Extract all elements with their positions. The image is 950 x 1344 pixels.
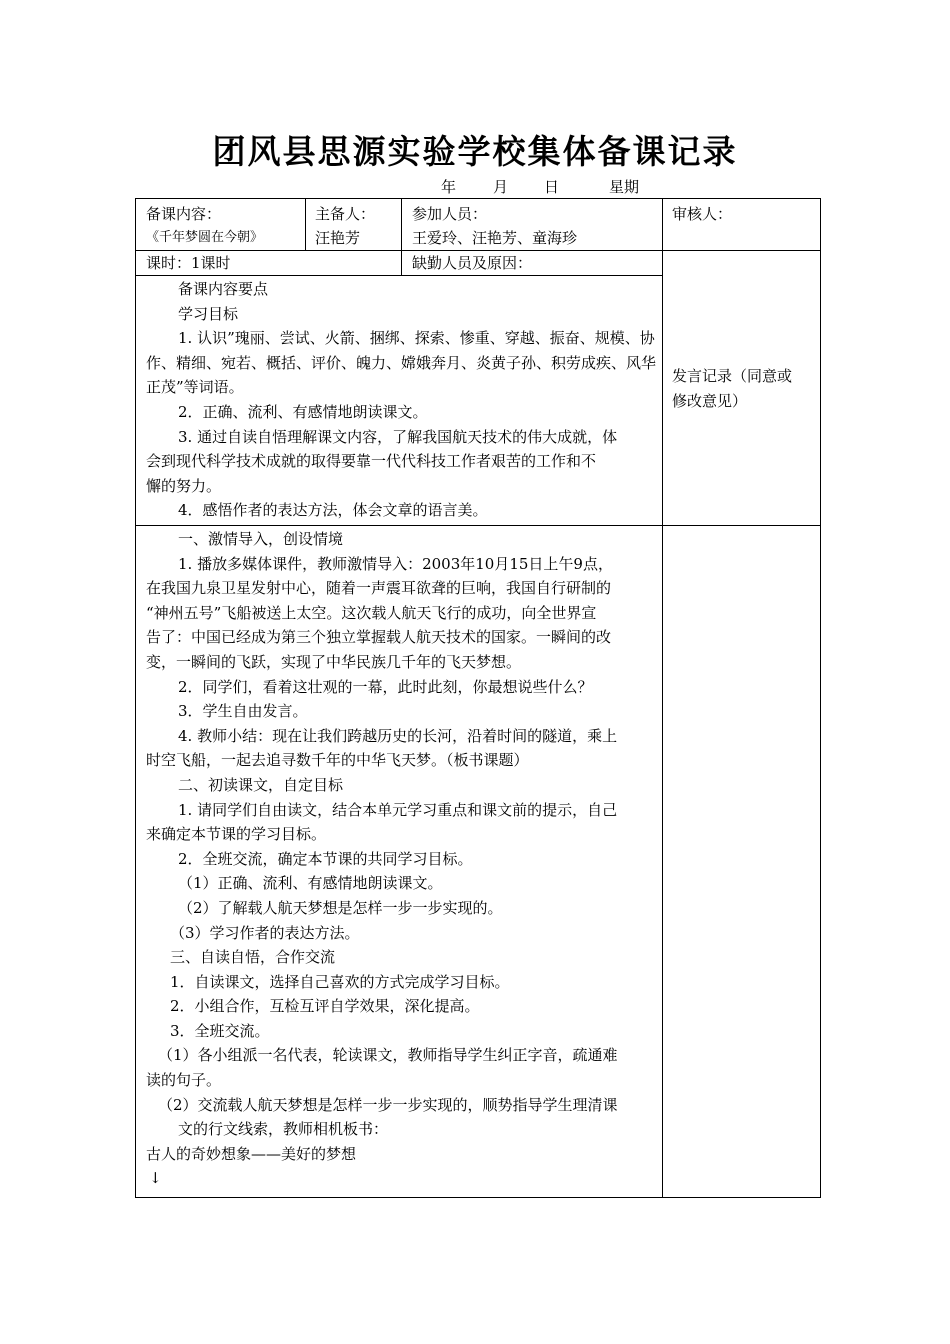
process-line: “神州五号”飞船被送上太空。这次载人航天飞行的成功，向全世界宣 — [146, 603, 597, 622]
process-line: 1. 播放多媒体课件，教师激情导入：2003年10月15日上午9点， — [178, 554, 613, 573]
reviewer-label: 审核人： — [672, 205, 733, 223]
process-line: 变，一瞬间的飞跃，实现了中华民族几千年的飞天梦想。 — [146, 652, 522, 671]
process-line: 3．全班交流。 — [170, 1021, 270, 1040]
section-heading: 三、自读自悟，合作交流 — [170, 948, 336, 967]
date-day: 日 — [544, 178, 560, 196]
process-line: 文的行文线索，教师相机板书： — [178, 1120, 389, 1139]
row-divider — [136, 525, 821, 526]
process-line: 1. 请同学们自由读文，结合本单元学习重点和课文前的提示，自己 — [178, 800, 618, 819]
content-label: 备课内容： — [146, 205, 222, 223]
date-month: 月 — [493, 178, 509, 196]
process-line: 来确定本节课的学习目标。 — [146, 825, 327, 844]
goal-line: 正茂”等词语。 — [146, 378, 244, 397]
class-hours: 课时：1课时 — [146, 254, 231, 272]
lesson-plan-table — [135, 198, 821, 1198]
lead-teacher-value: 汪艳芳 — [315, 229, 361, 247]
date-weekday: 星期 — [609, 178, 640, 196]
participants-label: 参加人员： — [412, 205, 488, 223]
content-value: 《千年梦圆在今朝》 — [146, 230, 264, 245]
date-year: 年 — [441, 178, 457, 196]
process-line: （1）正确、流利、有感情地朗读课文。 — [178, 874, 443, 893]
goal-line: 懈的努力。 — [146, 476, 222, 495]
teaching-process — [146, 527, 656, 1191]
process-line: （2）交流载人航天梦想是怎样一步一步实现的，顺势指导学生理清课 — [158, 1095, 618, 1114]
process-line: （3）学习作者的表达方法。 — [170, 923, 360, 942]
remarks-line: 修改意见） — [672, 391, 748, 410]
row-divider — [663, 250, 821, 251]
process-line: 在我国九泉卫星发射中心，随着一声震耳欲聋的巨响，我国自行研制的 — [146, 579, 612, 598]
col-divider — [305, 199, 306, 250]
goal-line: 2．正确、流利、有感情地朗读课文。 — [178, 402, 428, 421]
process-line: （1）各小组派一名代表，轮读课文，教师指导学生纠正字音，疏通难 — [158, 1046, 618, 1065]
goal-line: 3. 通过自读自悟理解课文内容，了解我国航天技术的伟大成就，体 — [178, 427, 618, 446]
goal-line: 会到现代科学技术成就的取得要靠一代代科技工作者艰苦的工作和不 — [146, 452, 597, 471]
process-line: 4. 教师小结：现在让我们跨越历史的长河，沿着时间的隧道，乘上 — [178, 726, 618, 745]
process-line: 2．小组合作，互检互评自学效果，深化提高。 — [170, 997, 480, 1016]
process-line: 读的句子。 — [146, 1071, 222, 1090]
section-heading: 学习目标 — [178, 304, 239, 323]
goal-line: 作、精细、宛若、概括、评价、魄力、嫦娥奔月、炎黄子孙、积劳成疾、风华 — [146, 353, 657, 372]
section-heading: 备课内容要点 — [178, 280, 269, 298]
goal-line: 4．感悟作者的表达方法，体会文章的语言美。 — [178, 501, 488, 520]
process-line: 2．全班交流，确定本节课的共同学习目标。 — [178, 849, 473, 868]
remarks-line: 发言记录（同意或 — [672, 367, 793, 385]
absent-label: 缺勤人员及原因： — [412, 254, 533, 272]
process-line: 时空飞船，一起去追寻数千年的中华飞天梦。（板书课题） — [146, 751, 529, 770]
participants-value: 王爱玲、汪艳芳、童海珍 — [412, 229, 578, 247]
lead-teacher-label: 主备人： — [315, 205, 376, 223]
learning-goals — [146, 277, 656, 523]
col-divider — [662, 199, 663, 1197]
section-heading: 一、激情导入，创设情境 — [178, 530, 344, 548]
process-line: （2）了解载人航天梦想是怎样一步一步实现的。 — [178, 898, 503, 917]
process-line: 告了：中国已经成为第三个独立掌握载人航天技术的国家。一瞬间的改 — [146, 628, 612, 647]
goal-line: 1. 认识”瑰丽、尝试、火箭、捆绑、探索、惨重、穿越、振奋、规模、协 — [178, 329, 655, 348]
remarks-label — [672, 364, 792, 413]
process-line: 1．自读课文，选择自己喜欢的方式完成学习目标。 — [170, 972, 510, 991]
process-line: 2．同学们，看着这壮观的一幕，此时此刻，你最想说些什么？ — [178, 677, 593, 696]
col-divider — [401, 199, 402, 275]
process-line: 3．学生自由发言。 — [178, 702, 308, 721]
down-arrow-icon: ↓ — [149, 1169, 162, 1188]
document-title: 团风县思源实验学校集体备课记录 — [212, 132, 738, 171]
section-heading: 二、初读课文，自定目标 — [178, 775, 344, 794]
board-note: 古人的奇妙想象——美好的梦想 — [146, 1144, 357, 1163]
